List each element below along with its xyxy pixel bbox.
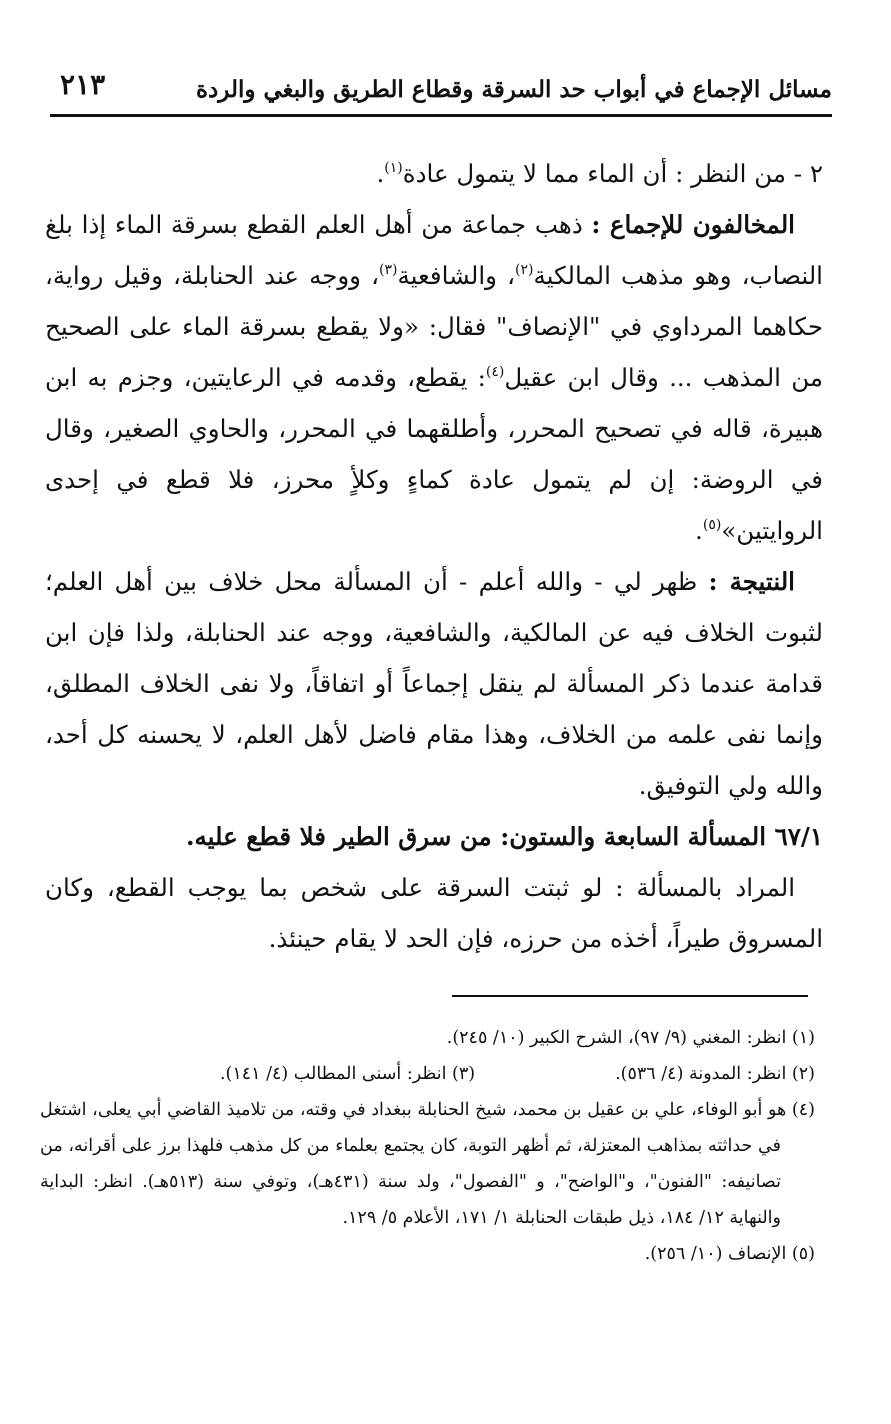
footnote-2: (٢) انظر: المدونة (٤/ ٥٣٦). [615,1064,815,1084]
paragraph-conclusion: النتيجة : ظهر لي - والله أعلم - أن المسألة محل خلاف بين أهل العلم؛ لثبوت الخلاف فيه عن المالكية، والشافعية، ووجه عند الحنابلة، ولذا فإن ابن قدامة عندما ذكر المسألة لم ينقل إجماعاً أو اتفاقاً، ولا نفى الخلاف المطلق، وإنما نفى علمه من الخلاف، وهذا مقام فاضل لأهل العلم، لا يحسنه كل أحد، والله ولي التوفيق. [45,567,823,800]
footnote-rule [452,995,808,997]
main-text [45,148,823,964]
footnote-ref-5: (٥) [702,517,722,533]
footnotes [40,1020,815,1272]
issue-heading: ٦٧/١ المسألة السابعة والستون: من سرق الطير فلا قطع عليه. [185,822,823,851]
footnote-row-2-3 [40,1056,815,1092]
footnote-ref-2: (٢) [515,262,534,278]
page-number: ٢١٣ [60,68,106,101]
footnote-ref-1: (١) [384,160,403,176]
conclusion-label: النتيجة : [708,567,795,596]
paragraph-proof: ٢ - من النظر : أن الماء مما لا يتمول عادة$^{(١)}$. [376,159,823,188]
page-header [50,62,832,114]
header-rule [50,114,832,117]
footnote-3: (٣) انظر: أسنى المطالب (٤/ ١٤١). [219,1064,476,1084]
footnote-ref-3: (٣) [379,262,398,278]
footnote-4: (٤) هو أبو الوفاء، علي بن عقيل بن محمد، شيخ الحنابلة ببغداد في وقته، من تلاميذ القاضي أبي يعلى، اشتغل في حداثته بمذاهب المعتزلة، ثم أظهر التوبة، كان يجتمع بعلماء من كل مذهب فلهذا برز على أقرانه، من تصانيفه: "الفنون"، و"الواضح"، و "الفصول"، ولد سنة (٤٣١هـ)، وتوفي سنة (٥١٣هـ). انظر: البداية والنهاية ١٢/ ١٨٤، ذيل طبقات الحنابلة ١/ ١٧١، الأعلام ٥/ ١٢٩. [40,1100,815,1228]
paragraph-meaning: المراد بالمسألة : لو ثبتت السرقة على شخص بما يوجب القطع، وكان المسروق طيراً، أخذه من حرزه، فإن الحد لا يقام حينئذ. [45,873,823,953]
footnote-ref-4: (٤) [485,364,505,380]
dissenters-label: المخالفون للإجماع : [591,210,795,239]
paragraph-dissenters: المخالفون للإجماع : ذهب جماعة من أهل العلم القطع بسرقة الماء إذا بلغ النصاب، وهو مذهب المالكية$^{(٢)}$، والشافعية$^{(٣)}$، ووجه عند الحنابلة، وقيل رواية، حكاهما المرداوي في "الإنصاف" فقال: «ولا يقطع بسرقة الماء على الصحيح من المذهب ... وقال ابن عقيل$^{(٤)}$: يقطع، وقدمه في الرعايتين، وجزم به ابن هبيرة، قاله في تصحيح المحرر، وأطلقهما في المحرر، والحاوي الصغير، وقال في الروضة: إن لم يتمول عادة كماءٍ وكلأٍ محرز، فلا قطع في إحدى الروايتين»$^{(٥)}$. [45,210,823,545]
running-title: مسائل الإجماع في أبواب حد السرقة وقطاع الطريق والبغي والردة [195,76,832,103]
footnote-5: (٥) الإنصاف (١٠/ ٢٥٦). [644,1244,815,1264]
footnote-1: (١) انظر: المغني (٩/ ٩٧)، الشرح الكبير (١٠/ ٢٤٥). [446,1028,815,1048]
